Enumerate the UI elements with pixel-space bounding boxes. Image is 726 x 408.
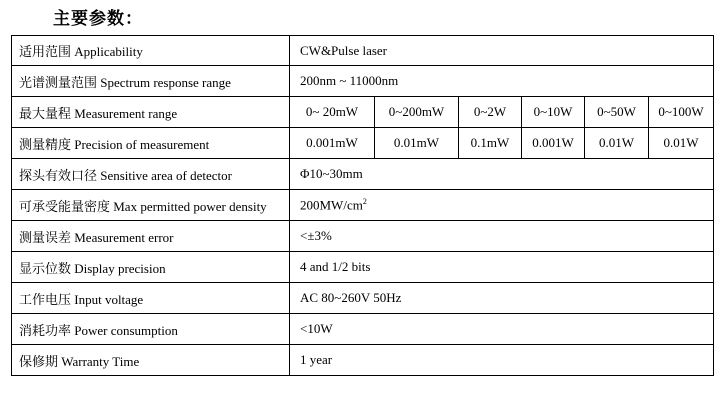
range-cell: 0~200mW bbox=[375, 97, 459, 128]
row-value: <10W bbox=[290, 314, 714, 345]
table-row bbox=[12, 314, 714, 345]
row-value: 1 year bbox=[290, 345, 714, 376]
row-value: CW&Pulse laser bbox=[290, 36, 714, 66]
row-label: 测量误差 Measurement error bbox=[12, 221, 290, 252]
table-row bbox=[12, 36, 714, 66]
range-cell: 0~100W bbox=[649, 97, 714, 128]
row-label: 光谱测量范围 Spectrum response range bbox=[12, 66, 290, 97]
row-label: 最大量程 Measurement range bbox=[12, 97, 290, 128]
row-value: Φ10~30mm bbox=[290, 159, 714, 190]
row-value: AC 80~260V 50Hz bbox=[290, 283, 714, 314]
precision-cell: 0.01W bbox=[649, 128, 714, 159]
row-value: <±3% bbox=[290, 221, 714, 252]
precision-cell: 0.01W bbox=[585, 128, 649, 159]
range-cell: 0~50W bbox=[585, 97, 649, 128]
section-title: 主要参数： bbox=[53, 9, 143, 29]
table-row bbox=[12, 221, 714, 252]
table-row bbox=[12, 252, 714, 283]
range-cell: 0~ 20mW bbox=[290, 97, 375, 128]
table-row bbox=[12, 159, 714, 190]
row-label: 保修期 Warranty Time bbox=[12, 345, 290, 376]
precision-cell: 0.1mW bbox=[459, 128, 522, 159]
row-value bbox=[290, 190, 714, 221]
table-row bbox=[12, 128, 714, 159]
precision-cell: 0.001mW bbox=[290, 128, 375, 159]
row-label: 工作电压 Input voltage bbox=[12, 283, 290, 314]
row-label: 可承受能量密度 Max permitted power density bbox=[12, 190, 290, 221]
range-cell: 0~10W bbox=[522, 97, 585, 128]
row-label: 适用范围 Applicability bbox=[12, 36, 290, 66]
precision-cell: 0.001W bbox=[522, 128, 585, 159]
table-row bbox=[12, 345, 714, 376]
spec-table bbox=[11, 35, 714, 376]
table-row bbox=[12, 66, 714, 97]
row-label: 探头有效口径 Sensitive area of detector bbox=[12, 159, 290, 190]
table-row bbox=[12, 283, 714, 314]
table-row bbox=[12, 190, 714, 221]
power-density-value: 200MW/cm bbox=[300, 197, 363, 213]
row-value: 200nm ~ 11000nm bbox=[290, 66, 714, 97]
table-row bbox=[12, 97, 714, 128]
precision-cell: 0.01mW bbox=[375, 128, 459, 159]
row-value: 4 and 1/2 bits bbox=[290, 252, 714, 283]
range-cell: 0~2W bbox=[459, 97, 522, 128]
row-label: 显示位数 Display precision bbox=[12, 252, 290, 283]
row-label: 消耗功率 Power consumption bbox=[12, 314, 290, 345]
row-label: 测量精度 Precision of measurement bbox=[12, 128, 290, 159]
unit-exponent: 2 bbox=[362, 196, 367, 206]
